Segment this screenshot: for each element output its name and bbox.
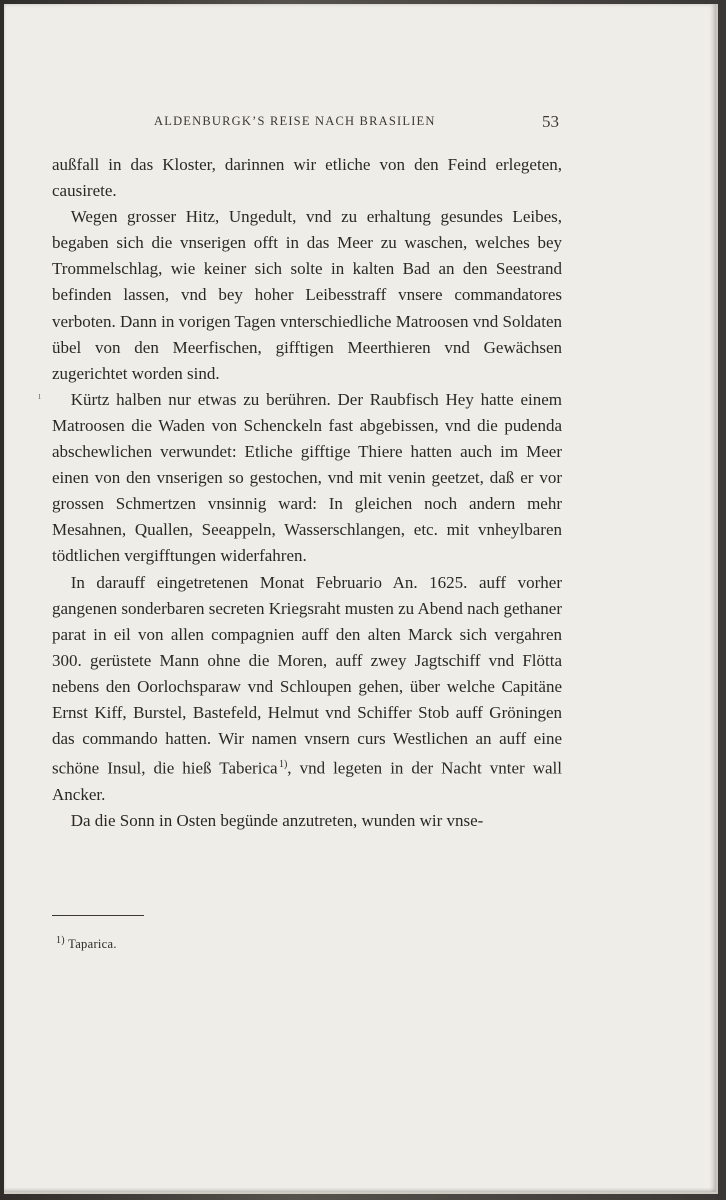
body-text [52, 152, 562, 834]
footnote-marker: 1) [56, 935, 65, 946]
paragraph: Wegen grosser Hitz, Ungedult, vnd zu erhaltung gesundes Leibes, begaben sich die vnserigen offt in das Meer zu waschen, welches bey Trommelschlag, wie keiner sich solte in kalten Bad an den Seestrand befinden lassen, vnd bey hoher Leibesstraff vnsere commandatores verboten. Dann in vorigen Tagen vnterschiedliche Matroosen vnd Soldaten übel von den Meerfischen, gifftigen Meerthieren vnd Gewächsen zugerichtet worden sind. [52, 207, 562, 383]
paragraph [52, 570, 562, 809]
footnote [56, 935, 117, 952]
book-page [4, 4, 718, 1194]
paragraph: außfall in das Kloster, darinnen wir etliche von den Feind erlegeten, causirete. [52, 155, 562, 201]
paragraph-text-tail: , vnd legeten in der Nacht vnter wall Ancker. [52, 758, 562, 804]
footnote-text: Taparica. [68, 937, 117, 952]
paragraph: Da die Sonn in Osten begünde anzutreten, wunden wir vnse- [70, 811, 484, 830]
footnote-rule [52, 915, 144, 916]
paragraph-text: In darauff eingetretenen Monat Februario An. 1625. auff vorher gangenen sonderbaren secreten Kriegsraht musten zu Abend nach gethaner parat in eil von allen compagnien auff den alten Marck sich vergahren 300. gerüstete Mann ohne die Moren, auff zwey Jagtschiff vnd Flötta nebens den Oorlochsparaw vnd Schloupen gehen, über welche Capitäne Ernst Kiff, Burstel, Bastefeld, Helmut vnd Schiffer Stob auff Gröningen das commando hatten. Wir namen vnsern curs Westlichen an auff eine schöne Insul, die hieß Taberica [52, 572, 562, 778]
footnote-reference: 1) [278, 759, 288, 771]
paragraph: Kürtz halben nur etwas zu berühren. Der Raubfisch Hey hatte einem Matroosen die Waden von Schenckeln fast abgebissen, vnd die pudenda abschewlichen verwundet: Etliche gifftige Thiere hatten auch im Meer einen von den vnserigen so gestochen, vnd mit venin geetzet, daß er vor grossen Schmertzen vnsinnig ward: In gleichen noch andern mehr Mesahnen, Quallen, Seeappeln, Wasserschlangen, etc. mit vnheylbaren tödtlichen vergifftungen widerfahren. [52, 389, 562, 566]
margin-mark: ı [38, 390, 42, 402]
page-number: 53 [542, 112, 559, 131]
running-title: ALDENBURGK’S REISE NACH BRASILIEN [154, 114, 436, 128]
